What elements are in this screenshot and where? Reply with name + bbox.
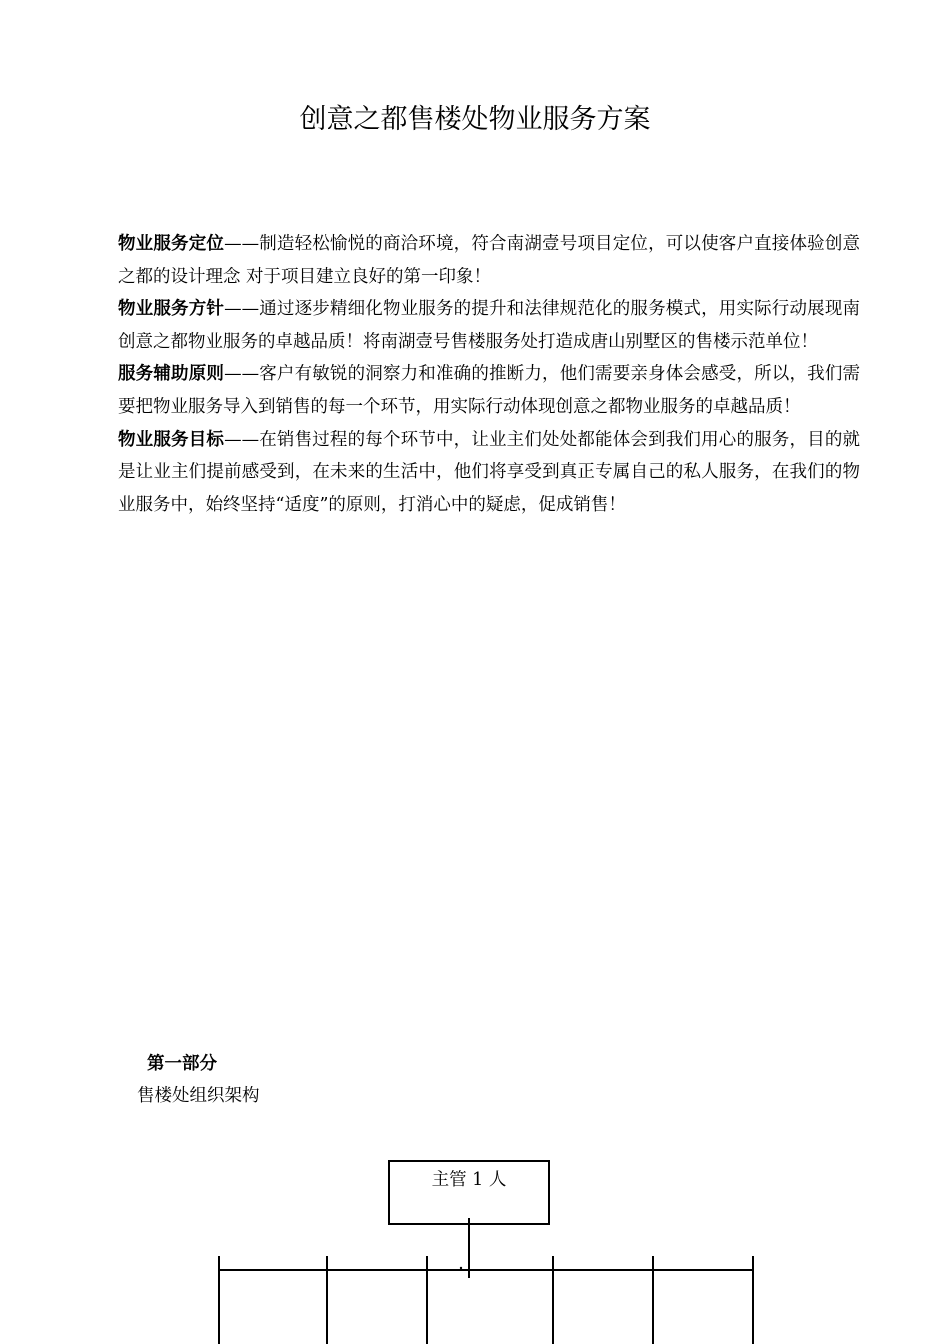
org-node-supervisor-label: 主管 1 人 xyxy=(431,1170,507,1190)
paragraph-text: ——客户有敏锐的洞察力和准确的推断力，他们需要亲身体会感受，所以，我们需要把物业服务导入到销售的每一个环节，用实际行动体现创意之都物业服务的卓越品质！ xyxy=(118,364,861,417)
paragraph-lead: 物业服务目标 xyxy=(118,429,225,450)
paragraph-text: ——通过逐步精细化物业服务的提升和法律规范化的服务模式，用实际行动展现南创意之都物业服务的卓越品质！将南湖壹号售楼服务处打造成唐山别墅区的售楼示范单位！ xyxy=(118,299,861,352)
org-stray-mark xyxy=(460,1267,462,1269)
paragraph-lead: 物业服务定位 xyxy=(118,234,225,254)
paragraph-auxiliary-principle xyxy=(118,358,860,423)
paragraph-service-goal xyxy=(118,424,860,522)
paragraph-lead: 物业服务方针 xyxy=(118,299,225,320)
paragraph-lead: 服务辅助原则 xyxy=(118,364,225,385)
paragraph-service-positioning xyxy=(118,228,860,293)
section-heading: 第一部分 xyxy=(147,1054,217,1074)
document-body xyxy=(118,228,860,521)
document-title: 创意之都售楼处物业服务方案 xyxy=(299,104,651,135)
paragraph-text: ——制造轻松愉悦的商洽环境，符合南湖壹号项目定位，可以使客户直接体验创意之都的设计理念 对于项目建立良好的第一印象！ xyxy=(118,234,861,287)
section-subtitle: 售楼处组织架构 xyxy=(137,1086,260,1106)
paragraph-service-policy xyxy=(118,293,860,358)
paragraph-text: ——在销售过程的每个环节中，让业主们处处都能体会到我们用心的服务，目的就是让业主们提前感受到，在未来的生活中，他们将享受到真正专属自己的私人服务，在我们的物业服务中，始终坚持“适度”的原则，打消心中的疑虑，促成销售！ xyxy=(118,429,861,515)
